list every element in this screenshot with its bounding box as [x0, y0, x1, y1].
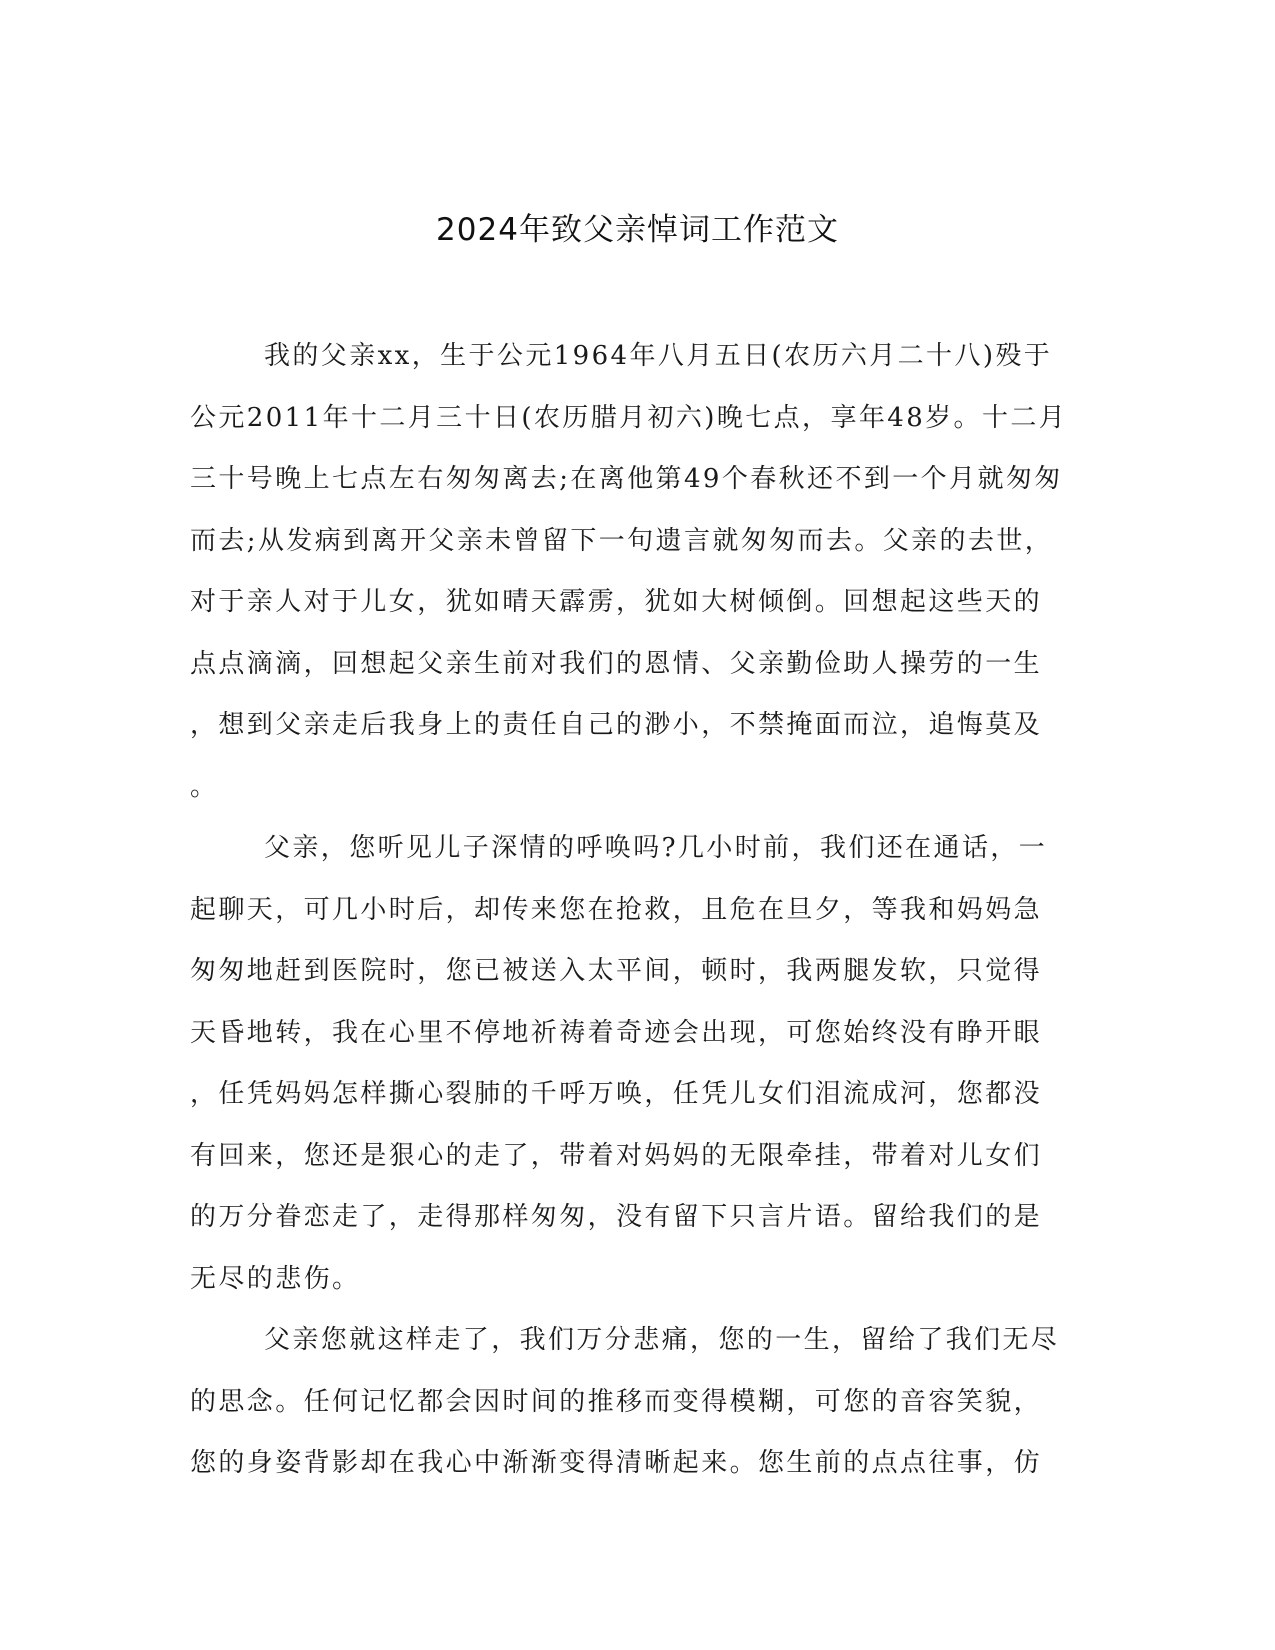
paragraph-1 [190, 326, 1085, 818]
paragraph-3 [190, 1310, 1085, 1495]
text-line: 您的身姿背影却在我心中渐渐变得清晰起来。您生前的点点往事，仿 [190, 1448, 1043, 1478]
text-line: 天昏地转，我在心里不停地祈祷着奇迹会出现，可您始终没有睁开眼 [190, 1017, 1043, 1048]
paragraph-2 [190, 818, 1085, 1310]
document-title: 2024年致父亲悼词工作范文 [436, 212, 839, 248]
text-line: 的思念。任何记忆都会因时间的推移而变得模糊，可您的音容笑貌， [190, 1386, 1043, 1417]
text-line: 的万分眷恋走了，走得那样匆匆，没有留下只言片语。留给我们的是 [190, 1202, 1043, 1232]
text-line: 父亲您就这样走了，我们万分悲痛，您的一生，留给了我们无尽 [264, 1325, 1060, 1355]
text-line: 。 [190, 771, 219, 802]
text-line: ，想到父亲走后我身上的责任自己的渺小，不禁掩面而泣，追悔莫及 [190, 710, 1043, 740]
text-line: 公元2011年十二月三十日(农历腊月初六)晚七点，享年48岁。十二月 [190, 402, 1068, 433]
text-line: ，任凭妈妈怎样撕心裂肺的千呼万唤，任凭儿女们泪流成河，您都没 [190, 1079, 1043, 1109]
document-body [190, 326, 1085, 1495]
text-line: 有回来，您还是狠心的走了，带着对妈妈的无限牵挂，带着对儿女们 [190, 1140, 1043, 1171]
text-line: 点点滴滴，回想起父亲生前对我们的恩情、父亲勤俭助人操劳的一生 [190, 648, 1043, 679]
text-line: 匆匆地赶到医院时，您已被送入太平间，顿时，我两腿发软，只觉得 [190, 956, 1043, 986]
text-line: 父亲，您听见儿子深情的呼唤吗?几小时前，我们还在通话，一 [264, 833, 1048, 863]
text-line: 我的父亲xx，生于公元1964年八月五日(农历六月二十八)殁于 [264, 341, 1053, 371]
text-line: 起聊天，可几小时后，却传来您在抢救，且危在旦夕，等我和妈妈急 [190, 894, 1043, 925]
text-line: 对于亲人对于儿女，犹如晴天霹雳，犹如大树倾倒。回想起这些天的 [190, 587, 1043, 617]
text-line: 三十号晚上七点左右匆匆离去;在离他第49个春秋还不到一个月就匆匆 [190, 464, 1063, 494]
text-line: 无尽的悲伤。 [190, 1263, 361, 1294]
text-line: 而去;从发病到离开父亲未曾留下一句遗言就匆匆而去。父亲的去世， [190, 525, 1054, 556]
